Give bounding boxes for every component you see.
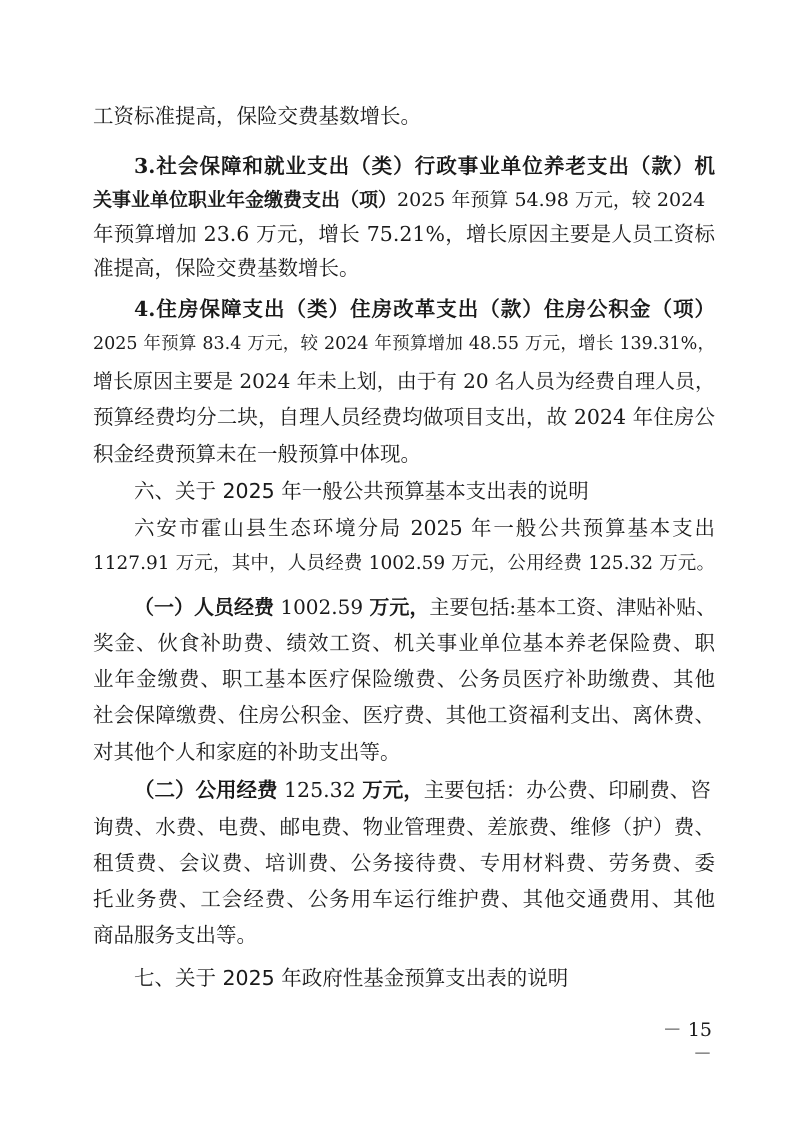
- paragraph-line: 增长原因主要是 2024 年未上划，由于有 20 名人员为经费自理人员，: [93, 369, 715, 393]
- paragraph-line: 对其他个人和家庭的补助支出等。: [93, 740, 401, 764]
- public-expense-label: （二）公用经费: [134, 778, 278, 802]
- personnel-expense-label: （一）人员经费: [134, 595, 274, 619]
- paragraph-line: 准提高，保险交费基数增长。: [93, 256, 360, 280]
- section-7-heading: 七、关于 2025 年政府性基金预算支出表的说明: [134, 966, 569, 990]
- personnel-expense-amount: 1002.59: [274, 595, 370, 619]
- paragraph-line: 六安市霍山县生态环境分局 2025 年一般公共预算基本支出: [134, 516, 715, 540]
- item-3-text: 2025 年预算 54.98 万元，较 2024: [397, 189, 706, 211]
- paragraph-line: 预算经费均分二块，自理人员经费均做项目支出，故 2024 年住房公: [93, 405, 715, 429]
- paragraph-line: 积金经费预算未在一般预算中体现。: [93, 442, 421, 466]
- public-expense-items: 主要包括：办公费、印刷费、咨: [423, 778, 711, 802]
- paragraph-line: 业年金缴费、职工基本医疗保险缴费、公务员医疗补助缴费、其他: [93, 667, 715, 691]
- paragraph-line: 商品服务支出等。: [93, 923, 257, 947]
- personnel-expense-items: 主要包括:基本工资、津贴补贴、: [429, 595, 717, 619]
- item-3-heading-line: 3.社会保障和就业支出（类）行政事业单位养老支出（款）机: [134, 154, 715, 178]
- public-expense-unit: 万元，: [362, 778, 424, 802]
- paragraph-line: 询费、水费、电费、邮电费、物业管理费、差旅费、维修（护）费、: [93, 815, 715, 839]
- paragraph-line: 奖金、伙食补助费、绩效工资、机关事业单位基本养老保险费、职: [93, 631, 715, 655]
- public-expense-amount: 125.32: [277, 778, 363, 802]
- paragraph-line: 租赁费、会议费、培训费、公务接待费、专用材料费、劳务费、委: [93, 851, 715, 875]
- paragraph-line: 社会保障缴费、住房公积金、医疗费、其他工资福利支出、离休费、: [93, 703, 715, 727]
- personnel-expense-line: [134, 594, 715, 620]
- paragraph-line: [93, 187, 715, 213]
- public-expense-line: [134, 777, 715, 803]
- paragraph-line: 工资标准提高，保险交费基数增长。: [93, 104, 421, 128]
- paragraph-line: 托业务费、工会经费、公务用车运行维护费、其他交通费用、其他: [93, 887, 715, 911]
- page-number: － 15 －: [662, 1019, 712, 1065]
- paragraph-line: 年预算增加 23.6 万元，增长 75.21%，增长原因主要是人员工资标: [93, 222, 715, 246]
- personnel-expense-unit: 万元，: [369, 595, 430, 619]
- section-6-heading: 六、关于 2025 年一般公共预算基本支出表的说明: [134, 479, 589, 503]
- item-3-heading-tail: 关事业单位职业年金缴费支出（项）: [93, 189, 398, 211]
- paragraph-line: 2025 年预算 83.4 万元，较 2024 年预算增加 48.55 万元，增长 139.31%，: [93, 334, 715, 354]
- item-4-heading-line: 4.住房保障支出（类）住房改革支出（款）住房公积金（项）: [134, 297, 715, 321]
- paragraph-line: 1127.91 万元，其中，人员经费 1002.59 万元，公用经费 125.32 万元。: [93, 553, 715, 574]
